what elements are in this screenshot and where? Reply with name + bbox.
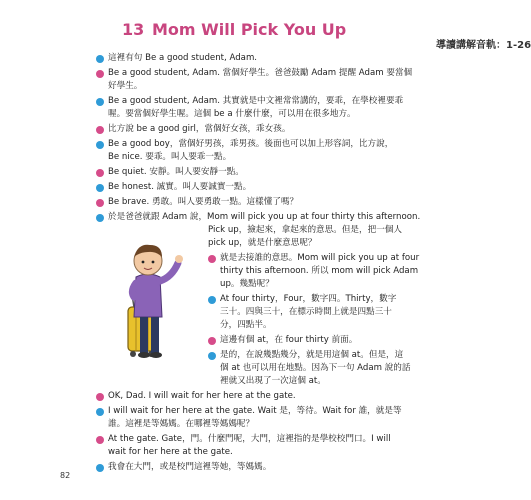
dialogue-line: 分，四點半。 [220,320,272,330]
dialogue-line: 比方說 be a good girl，當個好女孩，乖女孩。 [108,124,291,134]
blue-speaker-dot [96,98,104,106]
dialogue-line: 於是爸爸就跟 Adam 說，Mom will pick you up at four thirty this afternoon. [108,212,421,222]
dialogue-line: 這邊有個 at，在 four thirty 前面。 [220,335,358,345]
dialogue-line: 好學生。 [108,81,143,91]
blue-speaker-dot [96,214,104,222]
dialogue-line: Be honest. 誠實。叫人要誠實一點。 [108,182,252,192]
dialogue-line: Be nice. 要乖。叫人要乖一點。 [108,152,232,162]
dialogue-line: Be a good student, Adam. 當個好學生。爸爸鼓勵 Adam 提醒 Adam 要當個 [108,68,413,78]
page-number: 82 [60,471,71,480]
boy-illustration [98,225,198,370]
dialogue-line: 是的，在說幾點幾分，就是用這個 at。但是，這 [220,350,404,360]
dialogue-line: 這裡有句 Be a good student, Adam. [108,53,258,63]
dialogue-line: thirty this afternoon. 所以 mom will pick Adam [220,266,419,276]
blue-speaker-dot [96,55,104,63]
dialogue-line: 我會在大門，或是校門這裡等她，等媽媽。 [108,462,272,472]
blue-speaker-dot [208,296,216,304]
pink-speaker-dot [96,169,104,177]
lesson-header [96,20,531,51]
dialogue-line: At four thirty，Four，數字四。Thirty，數字 [220,294,397,304]
dialogue-line: pick up，就是什麼意思呢？ [208,238,317,248]
dialogue-line: 個 at 也可以用在地點。因為下一句 Adam 說的話 [220,363,411,373]
lesson-number: 13 [122,20,145,39]
blue-speaker-dot [208,352,216,360]
dialogue-line: Be brave. 勇敢。叫人要勇敢一點。這樣懂了嗎？ [108,197,299,207]
dialogue-line: 喔。要當個好學生喔。這個 be a 什麼什麼，可以用在很多地方。 [108,109,356,119]
blue-speaker-dot [96,184,104,192]
pink-speaker-dot [208,255,216,263]
dialogue-line: up。幾點呢？ [220,279,274,289]
dialogue-line: Be quiet. 安靜。叫人要安靜一點。 [108,167,244,177]
pink-speaker-dot [96,436,104,444]
pink-speaker-dot [96,393,104,401]
dialogue-line: Be a good student, Adam. 其實就是中文裡常常講的，要乖，在學校裡要乖 [108,96,404,106]
pink-speaker-dot [208,337,216,345]
dialogue-line: Be a good boy，當個好男孩，乖男孩。後面也可以加上形容詞，比方說， [108,139,394,149]
dialogue-line: OK, Dad. I will wait for her here at the gate. [108,391,296,401]
blue-speaker-dot [96,408,104,416]
dialogue-line: Pick up，撿起來，拿起來的意思。但是，把一個人 [208,225,402,235]
pink-speaker-dot [96,199,104,207]
dialogue-line: At the gate. Gate，門。什麼門呢，大門，這裡指的是學校校門口。I will [108,434,391,444]
dialogue-line: wait for her here at the gate. [108,447,233,457]
dialogue-line: 誰。這裡是等媽媽。在哪裡等媽媽呢？ [108,419,255,429]
blue-speaker-dot [96,141,104,149]
audio-track-label: 導讀講解音軌：1-26 [436,40,531,51]
dialogue-line: I will wait for her here at the gate. Wait 是，等待。Wait for 誰，就是等 [108,406,402,416]
blue-speaker-dot [96,464,104,472]
pink-speaker-dot [96,70,104,78]
dialogue-line: 就是去接誰的意思。Mom will pick you up at four [220,253,420,263]
lesson-title: Mom Will Pick You Up [152,20,347,39]
pink-speaker-dot [96,126,104,134]
dialogue-line: 三十。四與三十，在標示時間上就是四點三十 [220,307,392,317]
dialogue-line: 裡就又出現了一次這個 at。 [220,376,326,386]
